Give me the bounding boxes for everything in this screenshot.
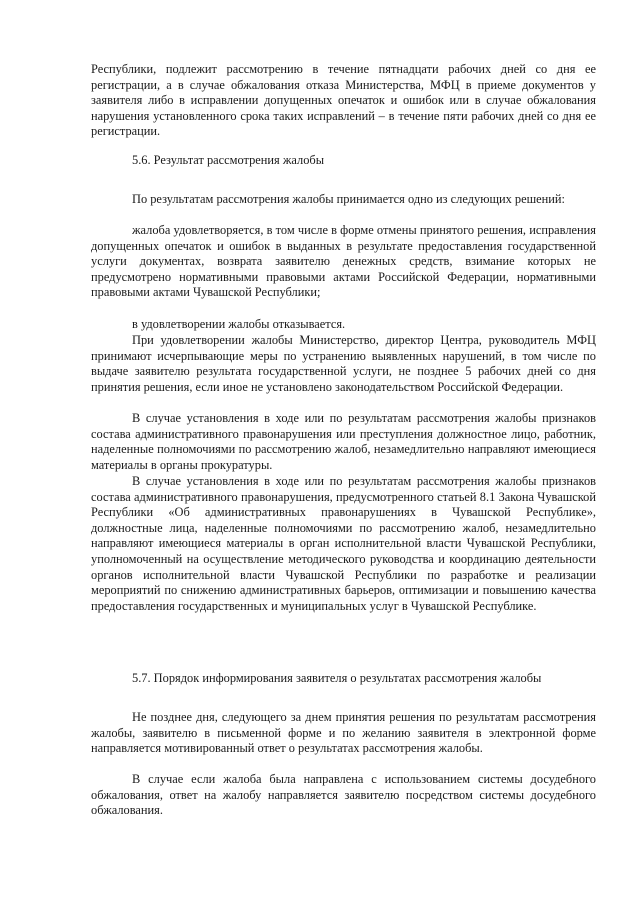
paragraph-pretrial-system: В случае если жалоба была направлена с использованием системы досудебного обжалования, ответ на жалобу направляется заявителю посредством системы досудебного обжалования. bbox=[91, 772, 596, 818]
paragraph-decision-satisfied: жалоба удовлетворяется, в том числе в форме отмены принятого решения, исправления допущенных опечаток и ошибок в выданных в результате предоставления государственной услуги документах, возврата заявителю денежных средств, взимание которых не предусмотрено нормативными правовыми актами Российской Федерации, нормативными правовыми актами Чувашской Республики; bbox=[91, 223, 596, 300]
paragraph-prosecution: В случае установления в ходе или по результатам рассмотрения жалобы признаков состава административного правонарушения или преступления должностное лицо, работник, наделенные полномочиями по рассмотрению жалоб, незамедлительно направляют имеющиеся материалы в органы прокуратуры. bbox=[91, 411, 596, 472]
paragraph-administrative-offense: В случае установления в ходе или по результатам рассмотрения жалобы признаков состава административного правонарушения, предусмотренного статьей 8.1 Закона Чувашской Республики «Об административных правонарушениях в Чувашской Республике», должностные лица, наделенные полномочиями по рассмотрению жалоб, незамедлительно направляют имеющиеся материалы в орган исполнительной власти Чувашской Республики, уполномоченный на осуществление методического руководства и координацию деятельности органов исполнительной власти Чувашской Республики по разработке и реализации мероприятий по снижению административных барьеров, оптимизации и повышению качества предоставления государственных и муниципальных услуг в Чувашской Республике. bbox=[91, 474, 596, 613]
section-heading-5-6: 5.6. Результат рассмотрения жалобы bbox=[132, 153, 325, 167]
paragraph-decisions-intro: По результатам рассмотрения жалобы принимается одно из следующих решений: bbox=[132, 192, 565, 206]
paragraph-answer-deadline: Не позднее дня, следующего за днем принятия решения по результатам рассмотрения жалобы, заявителю в письменной форме и по желанию заявителя в электронной форме направляется мотивированный ответ о результатах рассмотрения жалобы. bbox=[91, 710, 596, 756]
paragraph-measures: При удовлетворении жалобы Министерство, директор Центра, руководитель МФЦ принимают исчерпывающие меры по устранению выявленных нарушений, в том числе по выдаче заявителю результата государственной услуги, не позднее 5 рабочих дней со дня принятия решения, если иное не установлено законодательством Российской Федерации. bbox=[91, 333, 596, 394]
paragraph-decision-refused: в удовлетворении жалобы отказывается. bbox=[132, 317, 346, 331]
paragraph-continuation: Республики, подлежит рассмотрению в течение пятнадцати рабочих дней со дня ее регистрации, а в случае обжалования отказа Министерства, МФЦ в приеме документов у заявителя либо в исправлении допущенных опечаток и ошибок или в случае обжалования нарушения установленного срока таких исправлений – в течение пяти рабочих дней со дня ее регистрации. bbox=[91, 62, 596, 139]
section-heading-5-7: 5.7. Порядок информирования заявителя о результатах рассмотрения жалобы bbox=[132, 671, 542, 685]
